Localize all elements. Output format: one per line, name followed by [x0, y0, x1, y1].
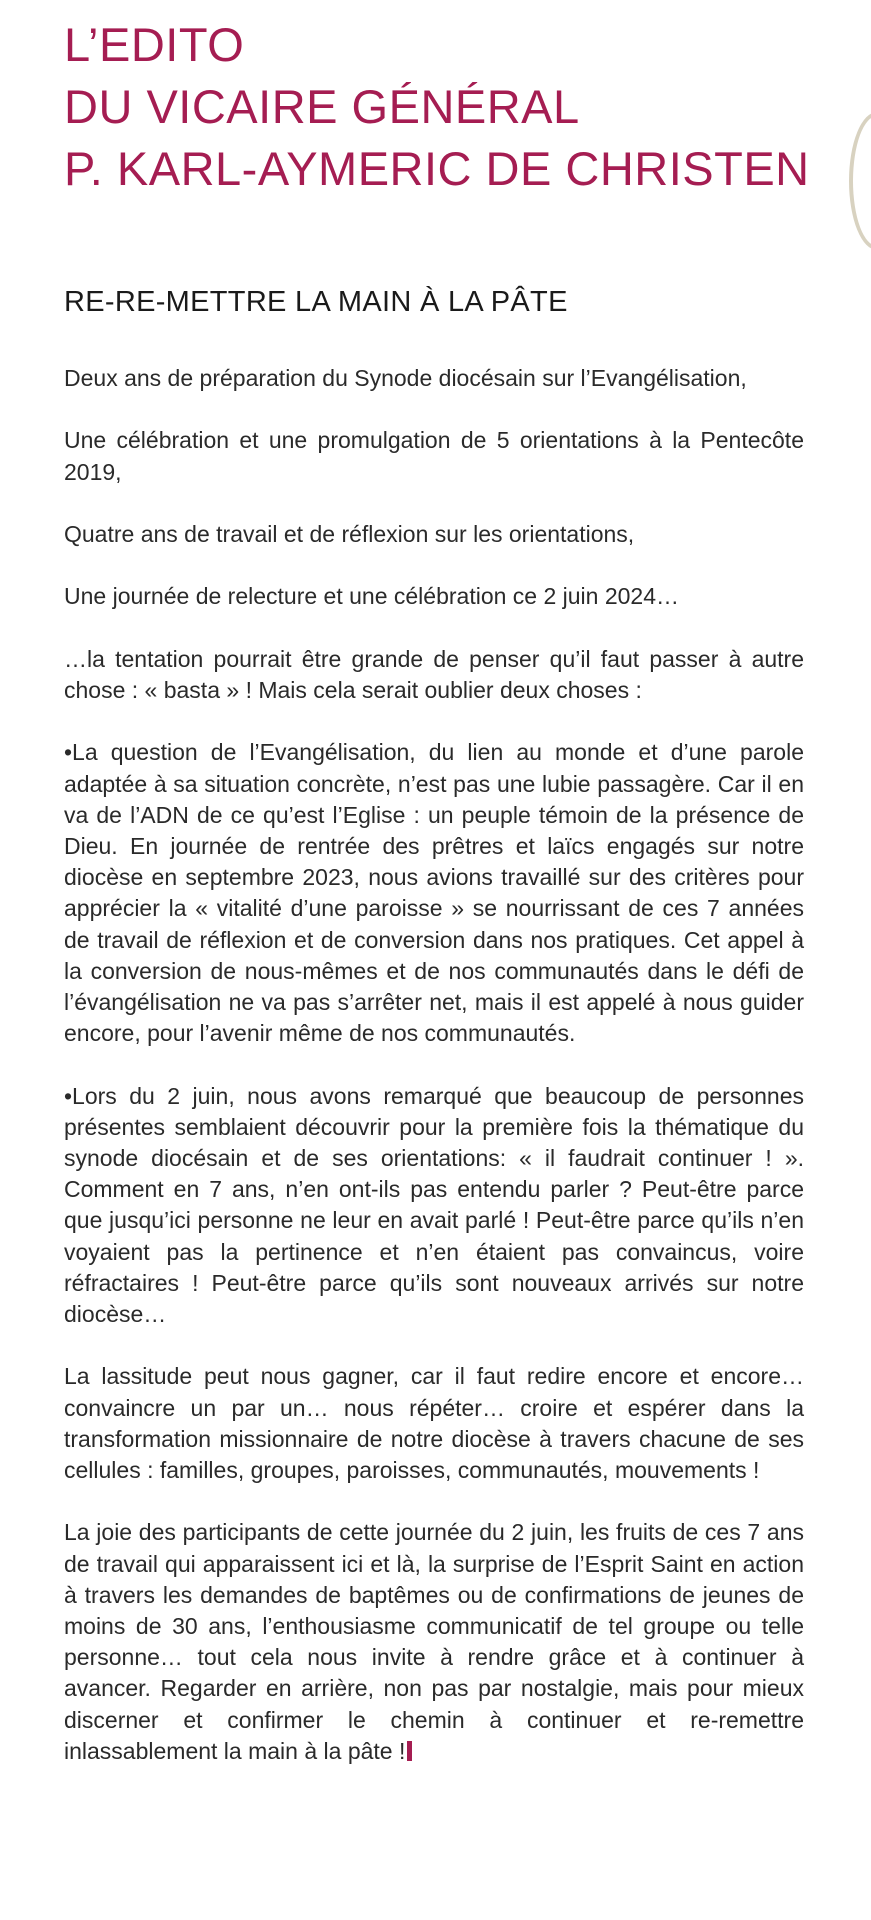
- heading-line-3: P. KARL-AYMERIC DE CHRISTEN: [64, 142, 810, 195]
- paragraph-6: •La question de l’Evangélisation, du lien au monde et d’une parole adaptée à sa situation concrète, n’est pas une lubie passagère. Car il en va de l’ADN de ce qu’est l’Eglise : un peuple témoin de la présence de Dieu. En journée de rentrée des prêtres et laïcs engagés sur notre diocèse en septembre 2023, nous avions travaillé sur des critères pour apprécier la « vitalité d’une paroisse » se nourrissant de ces 7 années de travail de réflexion et de conversion dans nos pratiques. Cet appel à la conversion de nous-mêmes et de nos communautés dans le défi de l’évangélisation ne va pas s’arrêter net, mais il est appelé à nous guider encore, pour l’avenir même de nos communautés.: [64, 739, 804, 1047]
- paragraph-3: Quatre ans de travail et de réflexion sur les orientations,: [64, 520, 635, 547]
- paragraph-2: Une célébration et une promulgation de 5 orientations à la Pentecôte 2019,: [64, 427, 804, 485]
- heading-line-1: L’EDITO: [64, 18, 245, 71]
- heading-line-2: DU VICAIRE GÉNÉRAL: [64, 80, 580, 133]
- article-body: [64, 363, 804, 1798]
- edito-heading: [64, 14, 864, 200]
- paragraph-1: Deux ans de préparation du Synode diocésain sur l’Evangélisation,: [64, 365, 747, 391]
- paragraph-9-text: La joie des participants de cette journée du 2 juin, les fruits de ces 7 ans de travail qui apparaissent ici et là, la surprise de l’Esprit Saint en action à travers les demandes de baptêmes ou de confirmations de jeunes de moins de 30 ans, l’enthousiasme communicatif de tel groupe ou telle personne… tout cela nous invite à rendre grâce et à continuer à avancer. Regarder en arrière, non pas par nostalgie, mais pour mieux discerner et confirmer le chemin à continuer et re-remettre inlassablement la main à la pâte !: [64, 1519, 804, 1764]
- paragraph-9: [64, 1517, 804, 1767]
- paragraph-7: •Lors du 2 juin, nous avons remarqué que beaucoup de personnes présentes semblaient découvrir pour la première fois la thématique du synode diocésain et de ses orientations: « il faudrait continuer ! ». Comment en 7 ans, n’en ont-ils pas entendu parler ? Peut-être parce que jusqu’ici personne ne leur en avait parlé ! Peut-être parce qu’ils n’en voyaient pas la pertinence et n’en étaient pas convaincus, voire réfractaires ! Peut-être parce qu’ils sont nouveaux arrivés sur notre diocèse…: [64, 1082, 804, 1327]
- article-subtitle: RE-RE-METTRE LA MAIN À LA PÂTE: [64, 286, 568, 318]
- paragraph-8: La lassitude peut nous gagner, car il faut redire encore et encore… convaincre un par un… nous répéter… croire et espérer dans la transformation missionnaire de notre diocèse à travers chacune de ses cellules : familles, groupes, paroisses, communautés, mouvements !: [64, 1363, 804, 1483]
- paragraph-4: Une journée de relecture et une célébration ce 2 juin 2024…: [64, 583, 680, 610]
- end-of-article-mark: [407, 1741, 412, 1761]
- paragraph-5: …la tentation pourrait être grande de penser qu’il faut passer à autre chose : « basta » ! Mais cela serait oublier deux choses :: [64, 645, 804, 703]
